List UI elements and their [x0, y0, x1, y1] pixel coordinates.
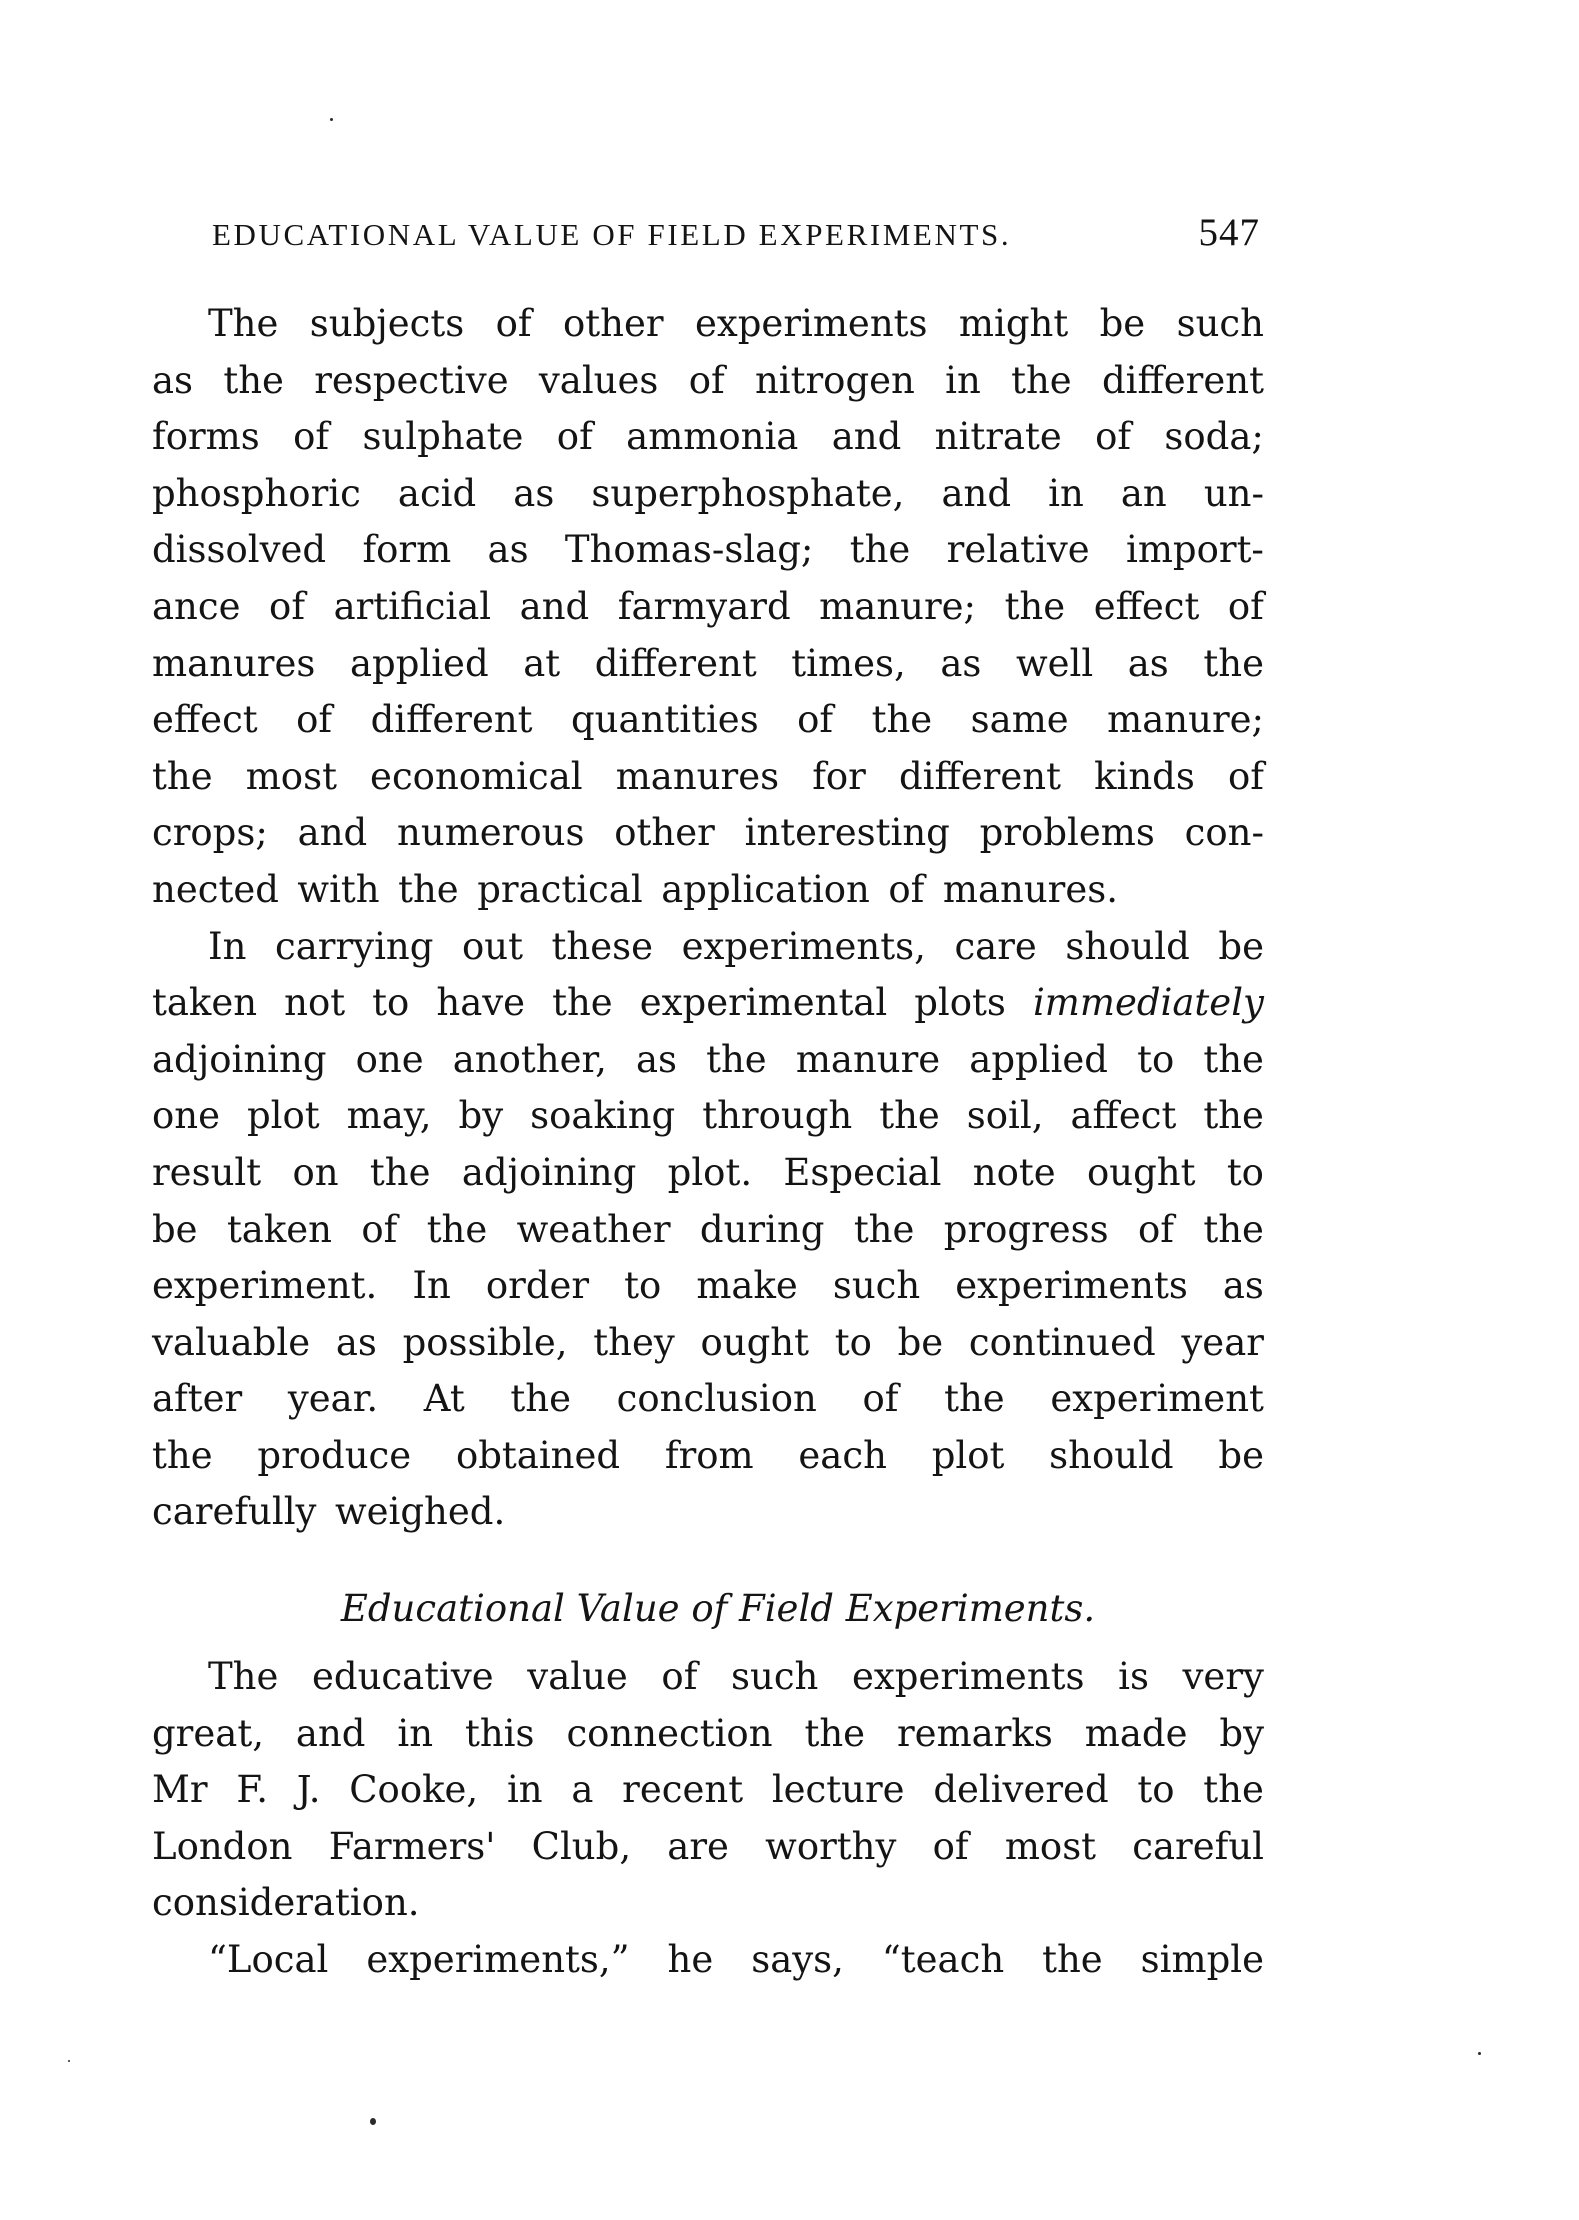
text-line — [152, 1706, 1264, 1763]
word: says, — [751, 1938, 844, 1982]
word: connection — [566, 1711, 773, 1755]
running-head — [212, 210, 1260, 260]
word: nitrate — [934, 415, 1062, 459]
word: such — [832, 1264, 921, 1308]
text-line — [152, 1932, 1264, 1989]
word: times, — [791, 641, 906, 685]
word: the — [369, 1150, 431, 1194]
word: have — [436, 981, 526, 1025]
print-speck — [370, 2118, 376, 2125]
word: to — [1226, 1150, 1264, 1194]
word: carefully — [152, 1490, 317, 1534]
word: the — [1042, 1938, 1103, 1982]
word: nitrogen — [754, 358, 915, 402]
word: as — [487, 528, 529, 572]
word: of — [296, 698, 333, 742]
word: manures — [152, 641, 316, 685]
word: interesting — [744, 811, 950, 855]
word: effect — [152, 698, 258, 742]
word: worthy — [765, 1824, 897, 1868]
word: manures — [615, 754, 780, 798]
text-line — [152, 805, 1264, 862]
word: the — [1004, 584, 1066, 628]
word: plot. — [667, 1150, 753, 1194]
word: other — [614, 811, 715, 855]
word: Club, — [531, 1824, 632, 1868]
word: each — [798, 1433, 887, 1477]
word: numerous — [397, 811, 585, 855]
word: might — [958, 302, 1069, 345]
word: to — [372, 981, 410, 1025]
print-speck — [330, 118, 333, 121]
word: well — [1015, 641, 1094, 685]
word: Cooke, — [349, 1768, 479, 1812]
word: In — [208, 924, 247, 968]
paragraph — [152, 1932, 1264, 1989]
word: should — [1049, 1433, 1174, 1477]
text-line — [152, 1258, 1264, 1315]
word: of — [293, 415, 330, 459]
word: Especial — [783, 1150, 942, 1194]
word: one — [355, 1037, 424, 1081]
word: nected — [152, 867, 279, 911]
word: and — [831, 415, 902, 459]
word: experiments — [694, 302, 928, 345]
word: At — [423, 1377, 465, 1421]
word: ought — [700, 1320, 809, 1364]
word: note — [972, 1150, 1056, 1194]
word: un- — [1203, 471, 1264, 515]
word: the — [853, 1207, 915, 1251]
word: the — [223, 358, 284, 402]
print-speck — [1478, 2052, 1481, 2055]
word: and — [941, 471, 1012, 515]
word: from — [664, 1433, 754, 1477]
word: other — [563, 302, 664, 345]
word: plot — [247, 1094, 320, 1138]
word: a — [571, 1768, 594, 1812]
word: ammonia — [626, 415, 799, 459]
word: adjoining — [461, 1150, 637, 1194]
text-line — [152, 522, 1264, 579]
word: the — [1203, 1207, 1264, 1251]
word: such — [731, 1655, 819, 1699]
word: careful — [1132, 1824, 1264, 1868]
word: the — [944, 1377, 1005, 1421]
word: of — [688, 358, 725, 402]
text-line — [152, 1371, 1264, 1428]
word: farmyard — [617, 584, 791, 628]
text-line — [152, 466, 1264, 523]
word: and — [519, 584, 590, 628]
word: consideration. — [152, 1881, 420, 1925]
word: year. — [287, 1377, 379, 1421]
text-line — [152, 353, 1264, 410]
word: as — [513, 471, 555, 515]
word: to — [1137, 1037, 1175, 1081]
word: crops; — [152, 811, 268, 855]
word: be — [1099, 302, 1146, 345]
word: make — [696, 1264, 798, 1308]
text-line — [152, 1032, 1264, 1089]
word: recent — [622, 1768, 744, 1812]
word: the — [849, 528, 911, 572]
word: to — [834, 1320, 872, 1364]
word: the — [426, 1207, 488, 1251]
word: as — [152, 358, 194, 402]
word: one — [152, 1094, 221, 1138]
word: most — [245, 754, 337, 798]
word: of — [269, 584, 306, 628]
word: form — [362, 528, 452, 572]
word: with — [297, 867, 380, 911]
word: lecture — [771, 1768, 905, 1812]
word: of — [556, 415, 593, 459]
word: of — [1138, 1207, 1174, 1251]
word: of — [1095, 415, 1132, 459]
word: applied — [969, 1037, 1108, 1081]
word: carrying — [275, 924, 434, 968]
word: acid — [397, 471, 477, 515]
word: “Local — [208, 1938, 329, 1982]
word: different — [1101, 358, 1264, 402]
word: be — [897, 1320, 944, 1364]
text-line — [152, 975, 1264, 1032]
word: The — [208, 1655, 279, 1699]
word: be — [1218, 924, 1264, 968]
text-line — [152, 409, 1264, 466]
word: of — [661, 1655, 698, 1699]
word: this — [464, 1711, 535, 1755]
word: of — [932, 1824, 969, 1868]
word: soil, — [966, 1094, 1044, 1138]
word: during — [699, 1207, 825, 1251]
word: taken — [226, 1207, 333, 1251]
word: respective — [314, 358, 509, 402]
word: on — [292, 1150, 339, 1194]
text-line — [152, 1145, 1264, 1202]
word: in — [945, 358, 981, 402]
word: manure — [795, 1037, 941, 1081]
word: different — [594, 641, 757, 685]
word: In — [412, 1264, 451, 1308]
word: different — [370, 698, 533, 742]
word: order — [485, 1264, 590, 1308]
word: the — [510, 1377, 571, 1421]
word: the — [152, 1433, 213, 1477]
paragraph — [152, 296, 1264, 919]
word: soda; — [1164, 415, 1264, 459]
word: weather — [516, 1207, 671, 1251]
word: simple — [1140, 1938, 1264, 1982]
word: experiments,” — [366, 1938, 630, 1982]
word: dissolved — [152, 528, 327, 572]
word: experiment. — [152, 1264, 378, 1308]
word: progress — [943, 1207, 1109, 1251]
paragraph-group-before-heading — [152, 296, 1264, 1541]
word: as — [335, 1320, 377, 1364]
word: London — [152, 1824, 293, 1868]
paragraph — [152, 919, 1264, 1542]
word: the — [1011, 358, 1072, 402]
word: taken — [152, 981, 258, 1025]
word: of — [1227, 584, 1264, 628]
word: F. — [236, 1768, 268, 1812]
word: economical — [370, 754, 583, 798]
word: obtained — [455, 1433, 621, 1477]
word: experiments — [955, 1264, 1188, 1308]
text-line — [152, 1088, 1264, 1145]
word: remarks — [896, 1711, 1053, 1755]
word: experiments — [851, 1655, 1085, 1699]
word: out — [461, 924, 523, 968]
word: artificial — [333, 584, 492, 628]
word: of — [862, 1377, 899, 1421]
word: year — [1181, 1320, 1264, 1364]
text-line — [152, 919, 1264, 976]
word: educative — [312, 1655, 494, 1699]
word: to — [1137, 1768, 1175, 1812]
word: Farmers' — [328, 1824, 496, 1868]
word: of — [888, 867, 925, 911]
word: applied — [349, 641, 489, 685]
word: of — [797, 698, 834, 742]
word: the — [1203, 1094, 1264, 1138]
word: these — [551, 924, 654, 968]
word: experiment — [1050, 1377, 1264, 1421]
text-line — [152, 749, 1264, 806]
word: the — [706, 1037, 767, 1081]
word: weighed. — [334, 1490, 506, 1534]
text-line — [152, 1202, 1264, 1259]
word: affect — [1070, 1094, 1177, 1138]
word: manures. — [942, 867, 1119, 911]
word: the — [552, 981, 613, 1025]
word: to — [624, 1264, 662, 1308]
word: in — [506, 1768, 543, 1812]
word: The — [208, 302, 279, 345]
text-line — [152, 1428, 1264, 1485]
text-line — [152, 1762, 1264, 1819]
word: should — [1065, 924, 1190, 968]
word: are — [667, 1824, 729, 1868]
word: is — [1118, 1655, 1149, 1699]
word: phosphoric — [152, 471, 361, 515]
word: conclusion — [616, 1377, 817, 1421]
word: the — [1203, 1037, 1264, 1081]
word: such — [1176, 302, 1264, 345]
word: as — [1127, 641, 1169, 685]
word: experimental — [639, 981, 888, 1025]
word: kinds — [1094, 754, 1195, 798]
word: adjoining — [152, 1037, 327, 1081]
section-heading: Educational Value of Field Experiments. — [340, 1587, 1096, 1631]
text-line — [152, 1484, 1264, 1541]
word: they — [593, 1320, 675, 1364]
print-speck — [68, 2060, 70, 2062]
text-line — [152, 1875, 1264, 1932]
word: valuable — [152, 1320, 311, 1364]
text-line — [152, 636, 1264, 693]
word: of — [495, 302, 532, 345]
word: may, — [346, 1094, 432, 1138]
word: plot — [931, 1433, 1005, 1477]
word: sulphate — [362, 415, 524, 459]
word: effect — [1093, 584, 1200, 628]
word: value — [527, 1655, 628, 1699]
word: and — [295, 1711, 366, 1755]
word: relative — [946, 528, 1090, 572]
word: produce — [257, 1433, 412, 1477]
word: the — [1203, 1768, 1264, 1812]
word: be — [152, 1207, 198, 1251]
paragraph — [152, 1649, 1264, 1932]
word: subjects — [309, 302, 465, 345]
word: very — [1182, 1655, 1264, 1699]
word: the — [398, 867, 459, 911]
word: another, — [452, 1037, 607, 1081]
word: problems — [979, 811, 1155, 855]
word: for — [812, 754, 866, 798]
word: by — [1219, 1711, 1264, 1755]
word: quantities — [571, 698, 759, 742]
text-line — [152, 1649, 1264, 1706]
word: made — [1084, 1711, 1188, 1755]
word: in — [397, 1711, 434, 1755]
text-block — [152, 296, 1264, 1989]
word: application — [661, 867, 870, 911]
text-line — [152, 1819, 1264, 1876]
page-number: 547 — [1198, 211, 1260, 254]
word: most — [1004, 1824, 1097, 1868]
word: the — [152, 754, 213, 798]
word: he — [667, 1938, 714, 1982]
word: “teach — [881, 1938, 1005, 1982]
word: same — [970, 698, 1069, 742]
text-line — [152, 579, 1264, 636]
word: be — [1218, 1433, 1264, 1477]
word: values — [538, 358, 659, 402]
word: forms — [152, 415, 260, 459]
word: at — [523, 641, 561, 685]
word: plots — [914, 981, 1006, 1025]
word: the — [1203, 641, 1264, 685]
text-line — [152, 692, 1264, 749]
word: manure; — [1107, 698, 1264, 742]
word: ought — [1086, 1150, 1196, 1194]
word: the — [879, 1094, 940, 1138]
text-line — [152, 296, 1264, 353]
word: through — [702, 1094, 853, 1138]
word: result — [152, 1150, 262, 1194]
word: an — [1120, 471, 1167, 515]
word: Thomas-slag; — [564, 528, 814, 572]
word: the — [871, 698, 933, 742]
word: con- — [1184, 811, 1264, 855]
word: of — [1227, 754, 1264, 798]
word: continued — [968, 1320, 1156, 1364]
word: not — [284, 981, 346, 1025]
word: soaking — [530, 1094, 676, 1138]
word: care — [954, 924, 1037, 968]
word: practical — [477, 867, 643, 911]
word: the — [804, 1711, 866, 1755]
text-line — [152, 862, 1264, 919]
word: as — [1222, 1264, 1264, 1308]
word: in — [1048, 471, 1084, 515]
word: experiments, — [681, 924, 926, 968]
word: possible, — [402, 1320, 568, 1364]
word: different — [898, 754, 1061, 798]
word: immediately — [1032, 981, 1264, 1025]
word: delivered — [933, 1768, 1109, 1812]
word: ance — [152, 584, 241, 628]
paragraph-group-after-heading — [152, 1649, 1264, 1989]
running-title: EDUCATIONAL VALUE OF FIELD EXPERIMENTS. — [212, 217, 1012, 252]
word: of — [361, 1207, 398, 1251]
word: by — [458, 1094, 504, 1138]
word: manure; — [819, 584, 977, 628]
word: and — [297, 811, 368, 855]
word: as — [940, 641, 982, 685]
word: J. — [296, 1768, 321, 1812]
text-line — [152, 1315, 1264, 1372]
word: as — [635, 1037, 678, 1081]
word: import- — [1126, 528, 1264, 572]
word: great, — [152, 1711, 264, 1755]
word: Mr — [152, 1768, 208, 1812]
word: superphosphate, — [591, 471, 905, 515]
word: after — [152, 1377, 243, 1421]
